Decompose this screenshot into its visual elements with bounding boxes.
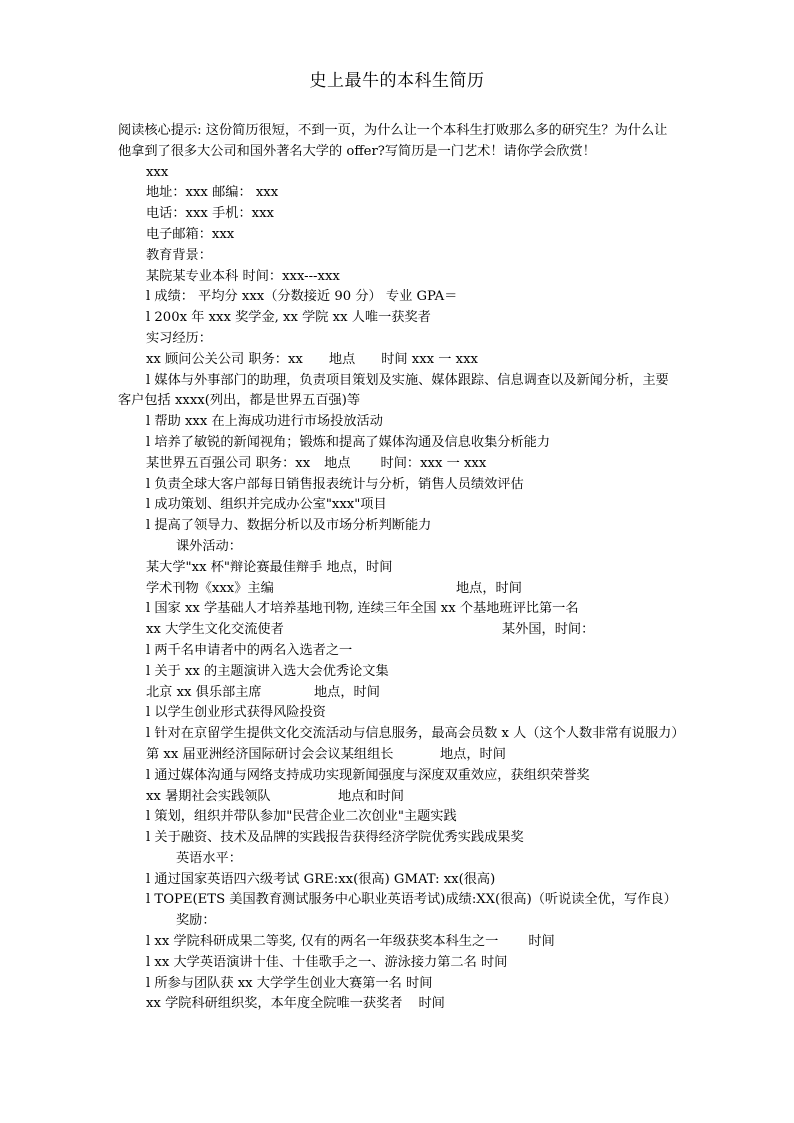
activity-item: l 关于 xx 的主题演讲入选大会优秀论文集 <box>146 663 389 679</box>
activity-item: l 国家 xx 学基础人才培养基地刊物, 连续三年全国 xx 个基地班评比第一名 <box>146 601 579 617</box>
internship-item: l 帮助 xxx 在上海成功进行市场投放活动 <box>146 414 383 430</box>
entry-place: 地点 <box>324 455 351 471</box>
activity-item: l 关于融资、技术及品牌的实践报告获得经济学院优秀实践成果奖 <box>146 830 524 846</box>
award-item: l 所参与团队获 xx 大学学生创业大赛第一名 时间 <box>146 975 433 991</box>
education-entry: 某院某专业本科 时间：xxx---xxx <box>146 268 340 284</box>
activity-entry <box>118 620 680 641</box>
entry-org: 某世界五百强公司 职务：xx <box>146 455 311 471</box>
section-english: 英语水平： <box>176 850 242 866</box>
award-item: l xx 大学英语演讲十佳、十佳歌手之一、游泳接力第二名 时间 <box>146 954 508 970</box>
entry-org: 第 xx 届亚洲经济国际研讨会会议某组组长 <box>146 746 394 762</box>
entry-org: xx 大学生文化交流使者 <box>146 622 284 638</box>
internship-item: l 负责全球大客户部每日销售报表统计与分析，销售人员绩效评估 <box>146 476 524 492</box>
award-item <box>118 932 680 953</box>
entry-org: 北京 xx 俱乐部主席 <box>146 684 262 700</box>
award-item <box>118 994 680 1015</box>
internship-item: l 提高了领导力、数据分析以及市场分析判断能力 <box>146 518 432 534</box>
english-item: l 通过国家英语四六级考试 GRE:xx(很高) GMAT: xx(很高) <box>146 871 496 887</box>
award-time: 时间 <box>528 934 555 950</box>
activity-entry <box>118 787 680 808</box>
internship-item: l 培养了敏锐的新闻视角；锻炼和提高了媒体沟通及信息收集分析能力 <box>146 434 551 450</box>
education-item: l 200x 年 xxx 奖学金, xx 学院 xx 人唯一获奖者 <box>146 310 431 326</box>
document-title: 史上最牛的本科生简历 <box>309 71 485 91</box>
section-internship: 实习经历： <box>146 330 212 346</box>
activity-entry <box>118 745 680 766</box>
address-line: 地址：xxx 邮编： xxx <box>146 185 279 201</box>
english-item: l TOPE(ETS 美国教育测试服务中心职业英语考试)成绩:XX(很高)（听说读全优，写作良） <box>146 892 677 908</box>
entry-time: 时间：xxx 一 xxx <box>380 455 487 471</box>
internship-item: l 媒体与外事部门的助理，负责项目策划及实施、媒体跟踪、信息调查以及新闻分析，主要客户包括 xxxx(列出，都是世界五百强)等 <box>118 372 669 409</box>
award-time: 时间 <box>418 996 445 1012</box>
email-line: 电子邮箱：xxx <box>146 226 235 242</box>
activity-item: l 两千名申请者中的两名入选者之一 <box>146 642 353 658</box>
internship-entry <box>118 454 680 475</box>
activity-item: l 策划，组织并带队参加"民营企业二次创业"主题实践 <box>146 809 457 825</box>
activity-item: l 以学生创业形式获得风险投资 <box>146 705 326 721</box>
entry-org: 学术刊物《xxx》主编 <box>146 580 274 596</box>
resume-body <box>118 121 685 1015</box>
internship-item: l 成功策划、组织并完成办公室"xxx"项目 <box>146 497 387 513</box>
entry-place: 地点 <box>328 351 356 367</box>
activity-item: l 针对在京留学生提供文化交流活动与信息服务，最高会员数 x 人（这个人数非常有说服力） <box>146 726 685 742</box>
award-text: xx 学院科研组织奖，本年度全院唯一获奖者 <box>146 996 403 1012</box>
entry-org: xx 顾问公关公司 职务：xx <box>146 351 303 367</box>
section-activities: 课外活动： <box>176 538 242 554</box>
entry-org: xx 暑期社会实践领队 <box>146 788 271 804</box>
entry-place-time: 地点，时间 <box>440 746 506 762</box>
activity-entry <box>118 579 680 600</box>
education-item: l 成绩： 平均分 xxx（分数接近 90 分） 专业 GPA＝ <box>146 289 458 305</box>
name-line: xxx <box>146 164 169 180</box>
award-text: l xx 学院科研成果二等奖, 仅有的两名一年级获奖本科生之一 <box>146 934 499 950</box>
activity-entry: 某大学"xx 杯"辩论赛最佳辩手 地点，时间 <box>146 559 393 575</box>
entry-place-time: 地点，时间 <box>314 684 380 700</box>
activity-entry <box>118 683 680 704</box>
reading-tip: 阅读核心提示: 这份简历很短，不到一页，为什么让一个本科生打败那么多的研究生？为什么让他拿到了很多大公司和国外著名大学的 offer?写简历是一门艺术！请你学会欣赏！ <box>118 123 668 159</box>
entry-place-time: 地点和时间 <box>338 788 404 804</box>
entry-place-time: 地点，时间 <box>456 580 522 596</box>
entry-time: 时间 xxx 一 xxx <box>381 351 478 367</box>
section-awards: 奖励： <box>176 913 216 929</box>
entry-place-time: 某外国，时间： <box>502 622 595 638</box>
internship-entry <box>118 350 680 371</box>
phone-line: 电话：xxx 手机：xxx <box>146 206 274 222</box>
section-education: 教育背景： <box>146 247 212 263</box>
activity-item: l 通过媒体沟通与网络支持成功实现新闻强度与深度双重效应，获组织荣誉奖 <box>146 767 590 783</box>
